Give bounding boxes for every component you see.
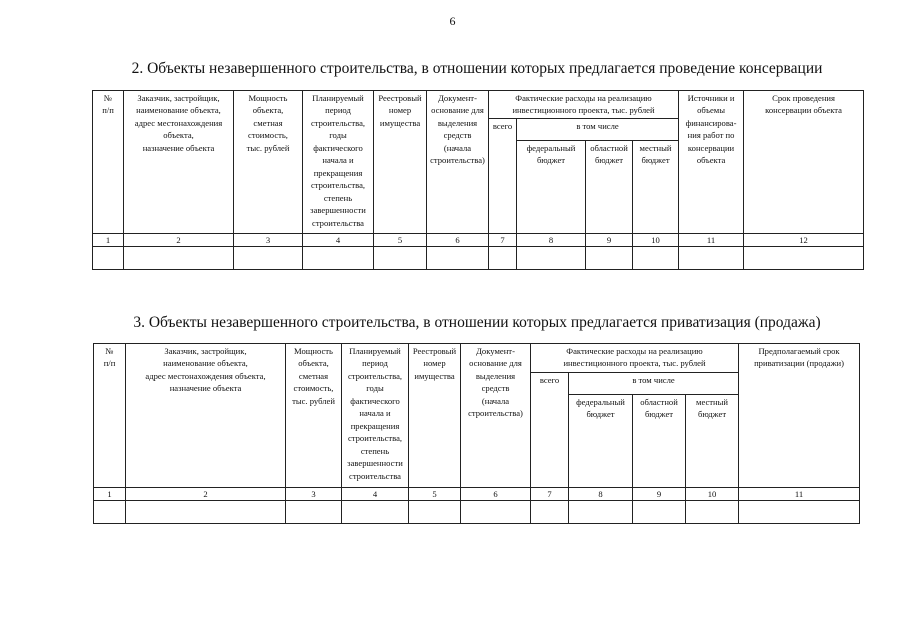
header-total: всего — [489, 119, 517, 234]
header-total: всего — [531, 373, 569, 488]
column-number: 4 — [303, 234, 374, 247]
column-number: 5 — [409, 488, 461, 501]
table-cell — [374, 247, 427, 270]
column-number: 8 — [569, 488, 633, 501]
header-sources: Источники и объемы финансирова- ния работ по консервации объекта — [679, 91, 744, 234]
page-number: 6 — [449, 14, 456, 28]
privatization-table — [93, 343, 860, 524]
table-row — [93, 247, 864, 270]
table-cell — [517, 247, 586, 270]
table-cell — [94, 501, 126, 524]
section-3-title: 3. Объекты незавершенного строительства, в отношении которых предлагается приватизация (продажа) — [133, 314, 821, 331]
header-registry: Реестровый номер имущества — [374, 91, 427, 234]
table-cell — [679, 247, 744, 270]
table-cell — [409, 501, 461, 524]
header-expenses: Фактические расходы на реализацию инвестиционного проекта, тыс. рублей — [531, 344, 739, 373]
table-cell — [744, 247, 864, 270]
header-number: № п/п — [94, 344, 126, 488]
header-customer: Заказчик, застройщик, наименование объекта, адрес местонахождения объекта, назначение объекта — [124, 91, 234, 234]
table-cell — [489, 247, 517, 270]
table-cell — [427, 247, 489, 270]
table-cell — [739, 501, 860, 524]
header-customer: Заказчик, застройщик, наименование объекта, адрес местонахождения объекта, назначение объекта — [126, 344, 286, 488]
header-period: Планируемый период строительства, годы фактического начала и прекращения строительства, степень завершенности строительства — [342, 344, 409, 488]
header-regional: областной бюджет — [586, 141, 633, 234]
column-number: 7 — [489, 234, 517, 247]
column-number: 1 — [93, 234, 124, 247]
column-number: 3 — [286, 488, 342, 501]
column-number: 2 — [124, 234, 234, 247]
header-including: в том числе — [569, 373, 739, 395]
header-capacity: Мощность объекта, сметная стоимость, тыс. рублей — [234, 91, 303, 234]
column-number: 11 — [679, 234, 744, 247]
table-cell — [569, 501, 633, 524]
column-number: 6 — [427, 234, 489, 247]
table-cell — [124, 247, 234, 270]
column-number: 9 — [633, 488, 686, 501]
header-local: местный бюджет — [686, 395, 739, 488]
header-local: местный бюджет — [633, 141, 679, 234]
table-cell — [531, 501, 569, 524]
table-cell — [342, 501, 409, 524]
header-capacity: Мощность объекта, сметная стоимость, тыс. рублей — [286, 344, 342, 488]
header-including: в том числе — [517, 119, 679, 141]
table-row — [94, 501, 860, 524]
header-regional: областной бюджет — [633, 395, 686, 488]
header-document: Документ- основание для выделения средств (начала строительства) — [461, 344, 531, 488]
section-2-title: 2. Объекты незавершенного строительства, в отношении которых предлагается проведение консервации — [131, 60, 823, 77]
column-number: 1 — [94, 488, 126, 501]
conservation-table — [92, 90, 864, 270]
table-cell — [586, 247, 633, 270]
column-number: 2 — [126, 488, 286, 501]
table-cell — [126, 501, 286, 524]
column-number: 7 — [531, 488, 569, 501]
table-cell — [686, 501, 739, 524]
table-cell — [93, 247, 124, 270]
header-period: Планируемый период строительства, годы фактического начала и прекращения строительства, степень завершенности строительства — [303, 91, 374, 234]
column-number: 10 — [686, 488, 739, 501]
header-term: Предполагаемый срок приватизации (продажи) — [739, 344, 860, 488]
header-expenses: Фактические расходы на реализацию инвестиционного проекта, тыс. рублей — [489, 91, 679, 119]
table-cell — [633, 247, 679, 270]
header-federal: федеральный бюджет — [517, 141, 586, 234]
column-number: 8 — [517, 234, 586, 247]
column-number: 5 — [374, 234, 427, 247]
header-document: Документ- основание для выделения средств (начала строительства) — [427, 91, 489, 234]
header-number: № п/п — [93, 91, 124, 234]
column-number: 3 — [234, 234, 303, 247]
table-cell — [234, 247, 303, 270]
column-number: 6 — [461, 488, 531, 501]
table-cell — [286, 501, 342, 524]
header-term: Срок проведения консервации объекта — [744, 91, 864, 234]
column-number: 12 — [744, 234, 864, 247]
table-cell — [461, 501, 531, 524]
header-federal: федеральный бюджет — [569, 395, 633, 488]
column-number: 4 — [342, 488, 409, 501]
header-registry: Реестровый номер имущества — [409, 344, 461, 488]
column-number: 11 — [739, 488, 860, 501]
column-number: 10 — [633, 234, 679, 247]
table-cell — [303, 247, 374, 270]
table-cell — [633, 501, 686, 524]
column-number: 9 — [586, 234, 633, 247]
